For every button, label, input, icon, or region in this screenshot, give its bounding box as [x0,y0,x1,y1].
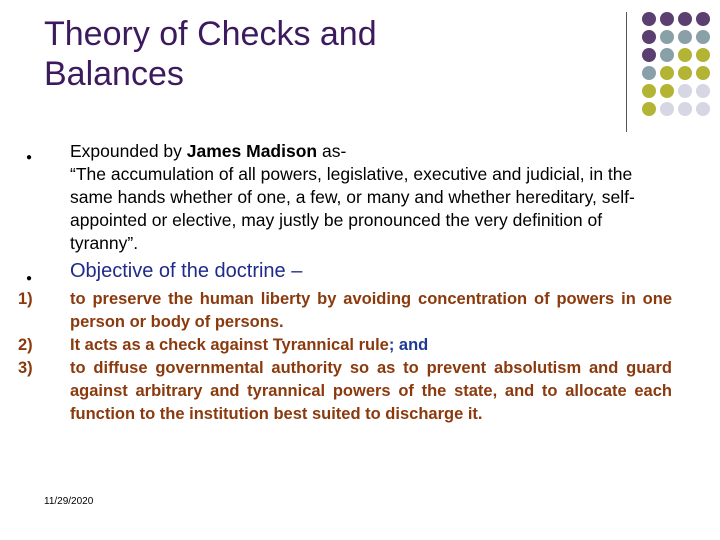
decorative-dot [696,102,710,116]
title-line-1: Theory of Checks and [44,15,377,53]
list-item [18,288,672,334]
objective-list [18,288,672,426]
list-text: to preserve the human liberty by avoiding concentration of powers in one person or body of persons. [70,290,672,331]
decorative-dot [642,66,656,80]
decorative-dot [696,66,710,80]
decorative-divider [626,12,627,132]
decorative-dot [678,48,692,62]
decorative-dot [642,102,656,116]
decorative-dot [678,66,692,80]
decorative-dot [696,48,710,62]
decorative-dot [642,12,656,26]
decorative-dot [660,102,674,116]
decorative-dot-grid [642,12,718,120]
bullet-icon: ● [26,152,33,163]
decorative-dot [642,84,656,98]
decorative-dot [642,48,656,62]
decorative-dot [678,102,692,116]
bullet-objective [26,258,302,284]
slide-title [44,14,377,94]
decorative-dot [678,30,692,44]
decorative-dot [678,12,692,26]
decorative-dot [660,30,674,44]
bullet-expounded [26,140,646,255]
madison-quote: “The accumulation of all powers, legislative, executive and judicial, in the same hands whether of one, a few, or many and whether hereditary, self-appointed or elective, may justly be pronounced the very definition of tyranny”. [70,164,635,253]
decorative-dot [660,84,674,98]
decorative-dot [660,66,674,80]
bullet1-prefix: Expounded by [70,141,187,161]
decorative-dot [696,12,710,26]
title-line-2: Balances [44,55,184,93]
bullet-icon: ● [26,273,33,284]
list-number: 3) [18,359,33,377]
decorative-dot [678,84,692,98]
list-number: 2) [18,336,33,354]
list-item [18,334,672,357]
objective-heading: Objective of the doctrine – [70,260,303,282]
slide-date: 11/29/2020 [44,496,94,507]
list-text-tail: ; and [388,336,429,354]
list-text: It acts as a check against Tyrannical rule [70,336,389,354]
decorative-dot [696,30,710,44]
decorative-dot [660,48,674,62]
decorative-dot [642,30,656,44]
madison-name: James Madison [186,141,318,161]
list-item [18,357,672,426]
list-number: 1) [18,290,33,308]
bullet1-suffix: as- [317,141,347,161]
list-text: to diffuse governmental authority so as to prevent absolutism and guard against arbitrary and tyrannical powers of the state, and to allocate each function to the institution best suited to discharge it. [70,359,672,423]
decorative-dot [696,84,710,98]
decorative-dot [660,12,674,26]
